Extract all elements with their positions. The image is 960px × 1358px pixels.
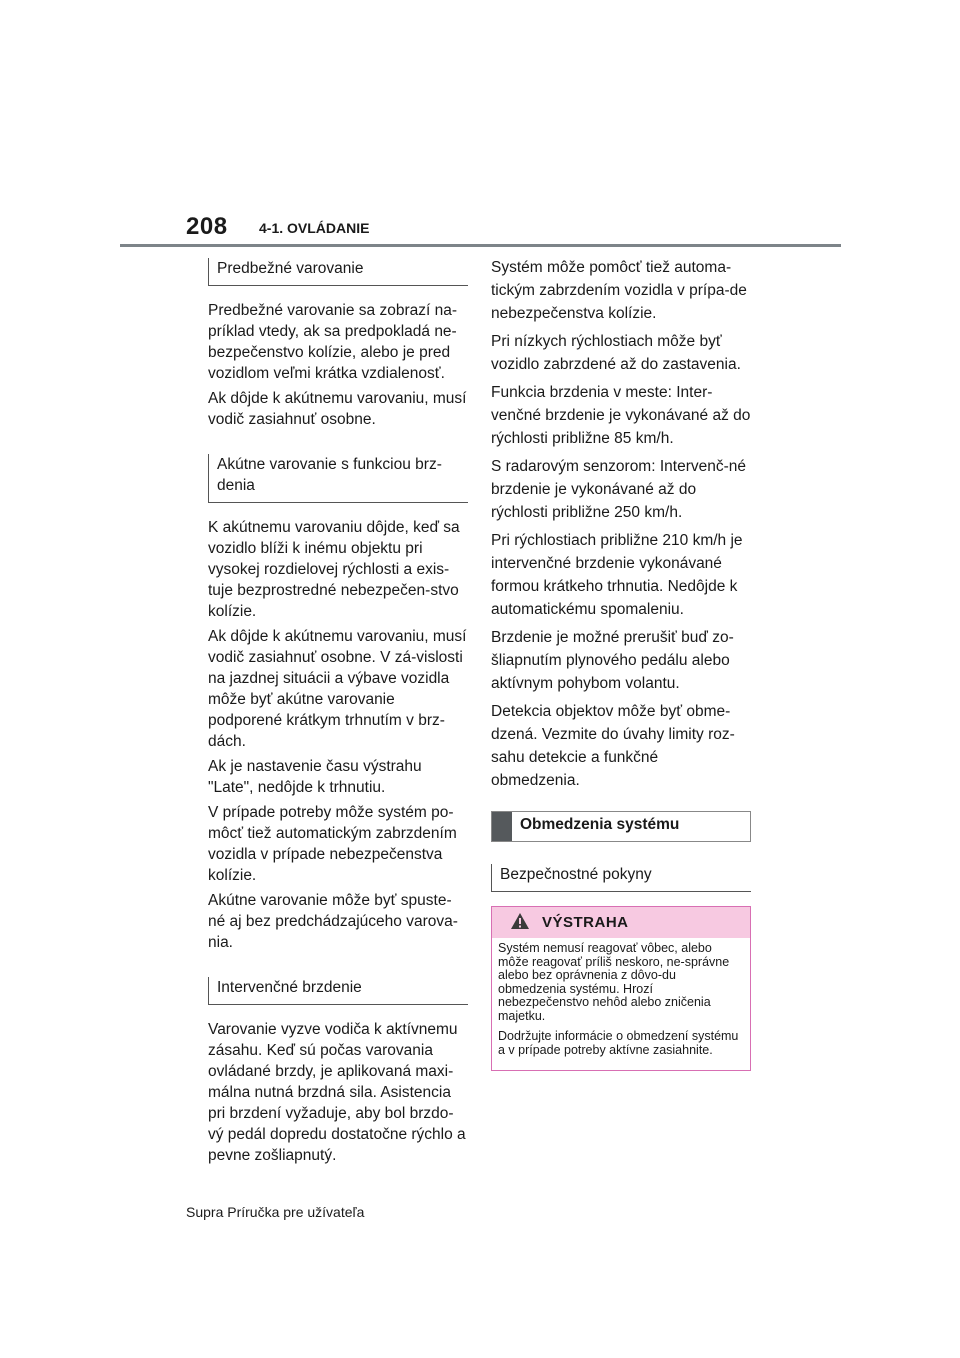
section-title: 4-1. OVLÁDANIE [259, 220, 370, 236]
paragraph: Predbežné varovanie sa zobrazí na-príklad vtedy, ak sa predpokladá ne-bezpečenstvo kolízie, alebo je pred vozidlom veľmi krátka vzdialenosť. [208, 302, 458, 382]
paragraph: Systém môže pomôcť tiež automa-tickým zabrzdením vozidla v prípa-de nebezpečenstva kolízie. [491, 259, 747, 322]
paragraph: Ak je nastavenie času výstrahu "Late", nedôjde k trhnutiu. [208, 758, 422, 796]
paragraph: Brzdenie je možné prerušiť buď zo-šliapnutím plynového pedálu alebo aktívnym pohybom volantu. [491, 629, 734, 692]
right-column [491, 256, 751, 1071]
paragraph: K akútnemu varovaniu dôjde, keď sa vozidlo blíži k inému objektu pri vysokej rozdielovej rýchlosti a exis-tuje bezprostredné nebezpečen-stvo kolízie. [208, 519, 460, 620]
paragraph: Ak dôjde k akútnemu varovaniu, musí vodič zasiahnuť osobne. [208, 390, 467, 428]
warning-paragraph: Systém nemusí reagovať vôbec, alebo môže reagovať príliš neskoro, ne-správne alebo bez oprávnenia z dôvo-du obmedzenia systému. Hrozí nebezpečenstvo nehôd alebo zničenia majetku. [498, 941, 730, 1023]
paragraph: S radarovým senzorom: Intervenč-né brzdenie je vykonávané až do rýchlosti približne 250 km/h. [491, 458, 746, 521]
footer-text: Supra Príručka pre užívateľa [186, 1204, 365, 1220]
section-box-bar [492, 812, 512, 841]
warning-header [492, 907, 750, 938]
paragraph: Ak dôjde k akútnemu varovaniu, musí vodič zasiahnuť osobne. V zá-vislosti na jazdnej situácii a výbave vozidla môže byť akútne varovanie podporené krátkym trhnutím v brz-dách. [208, 628, 467, 750]
paragraph: Akútne varovanie môže byť spuste-né aj bez predchádzajúceho varova-nia. [208, 892, 458, 951]
paragraph: Detekcia objektov môže byť obme-dzená. Vezmite do úvahy limity roz-sahu detekcie a funkčné obmedzenia. [491, 703, 735, 789]
left-column [208, 258, 468, 1170]
paragraph: Pri nízkych rýchlostiach môže byť vozidlo zabrzdené až do zastavenia. [491, 333, 741, 373]
section-box-title: Obmedzenia systému [520, 816, 680, 833]
paragraph: Pri rýchlostiach približne 210 km/h je intervenčné brzdenie vykonávané formou krátkeho trhnutia. Nedôjde k automatickému spomaleniu. [491, 532, 743, 618]
page-number: 208 [186, 213, 228, 240]
warning-box [491, 906, 751, 1071]
subheading-intervencne-brzdenie: Intervenčné brzdenie [208, 977, 468, 1005]
subheading-akutne-varovanie: Akútne varovanie s funkciou brz-denia [208, 454, 468, 503]
warning-paragraph: Dodržujte informácie o obmedzení systému a v prípade potreby aktívne zasiahnite. [498, 1029, 739, 1057]
subheading-bezpecnostne-pokyny: Bezpečnostné pokyny [491, 864, 751, 892]
subheading-predbezne-varovanie: Predbežné varovanie [208, 258, 468, 286]
warning-triangle-icon [510, 912, 542, 934]
header-divider [120, 244, 841, 247]
section-box-obmedzenia [491, 811, 751, 842]
warning-body [492, 938, 750, 1070]
paragraph: V prípade potreby môže systém po-môcť tiež automatickým zabrzdením vozidla v prípade nebezpečenstva kolízie. [208, 804, 457, 884]
warning-title: VÝSTRAHA [542, 914, 629, 931]
paragraph: Funkcia brzdenia v meste: Inter-venčné brzdenie je vykonávané až do rýchlosti približne 85 km/h. [491, 384, 751, 447]
paragraph: Varovanie vyzve vodiča k aktívnemu zásahu. Keď sú počas varovania ovládané brzdy, je aplikovaná maxi-málna nutná brzdná sila. Asistencia pri brzdení vyžaduje, aby bol brzdo-vý pedál dopredu dostatočne rýchlo a pevne zošliapnutý. [208, 1021, 466, 1164]
